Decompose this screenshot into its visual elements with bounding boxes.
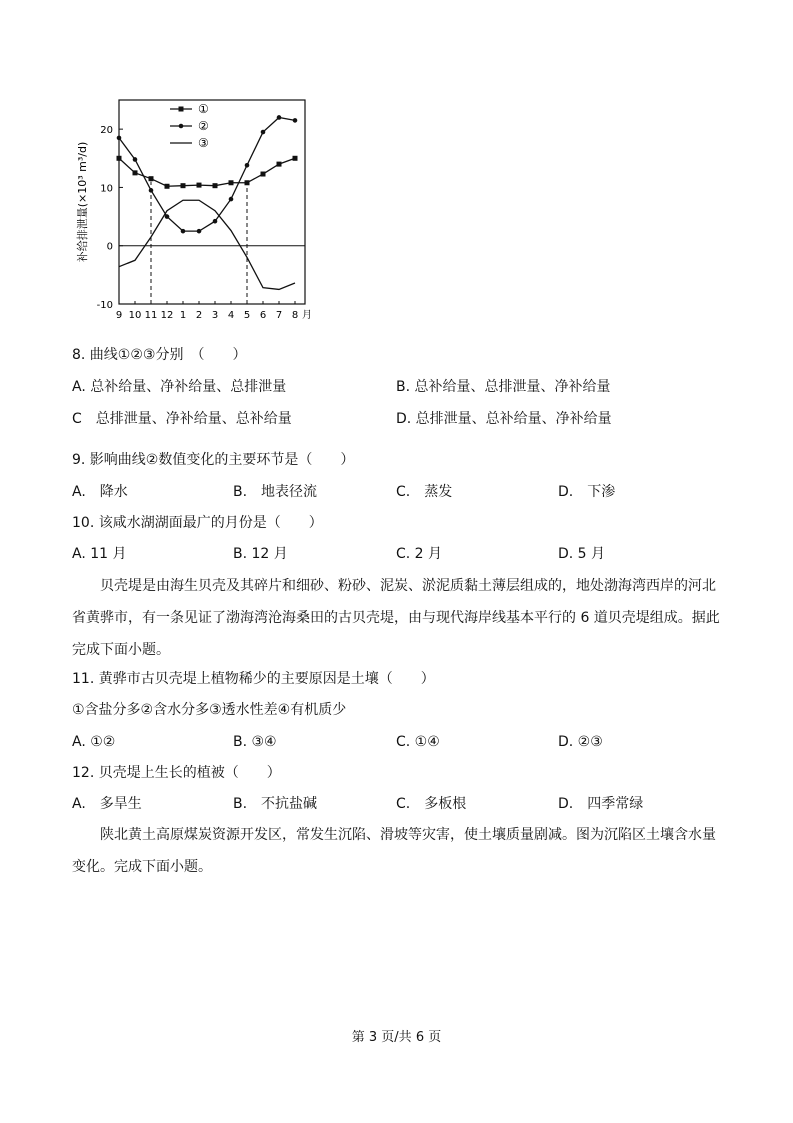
question-11-items: ①含盐分多②含水分多③透水性差④有机质少 (72, 702, 347, 718)
question-12-stem: 12. 贝壳堤上生长的植被（ ） (72, 765, 281, 781)
series-3-line (119, 200, 295, 289)
series-2-point (229, 197, 234, 202)
series-2-point (213, 219, 218, 224)
series-2-line (119, 117, 295, 231)
series-1-point (213, 183, 218, 188)
q12-option-a: A. 多旱生 (72, 796, 142, 812)
q12-option-c: C. 多板根 (396, 796, 467, 812)
question-8-stem: 8. 曲线①②③分别 （ ） (72, 347, 247, 363)
legend-label-2: ② (198, 119, 209, 133)
x-tick-label: 8 (291, 310, 299, 321)
q11-option-b: B. ③④ (233, 734, 277, 750)
q12-option-b: B. 不抗盐碱 (233, 796, 318, 812)
q9-option-a: A. 降水 (72, 484, 128, 500)
q9-option-b: B. 地表径流 (233, 484, 318, 500)
q8-option-d: D. 总排泄量、总补给量、净补给量 (396, 411, 612, 427)
q11-option-c: C. ①④ (396, 734, 440, 750)
series-2-point (133, 157, 138, 162)
series-1-point (229, 180, 234, 185)
x-tick-label: 11 (144, 310, 158, 321)
q10-option-c: C. 2 月 (396, 546, 443, 562)
x-tick-label: 3 (211, 310, 219, 321)
series-2-point (245, 163, 250, 168)
series-1-point (149, 176, 154, 181)
plot-frame (119, 100, 305, 304)
passage-shell-ridge: 贝壳堤是由海生贝壳及其碎片和细砂、粉砂、泥炭、淤泥质黏土薄层组成的，地处渤海湾西岸的河北省黄骅市，有一条见证了渤海湾沧海桑田的古贝壳堤，由与现代海岸线基本平行的 6 道贝壳堤组成。据此完成下面小题。 (72, 578, 720, 658)
series-2-point (197, 229, 202, 234)
y-tick-label: 0 (106, 241, 113, 253)
legend-marker-1 (179, 107, 184, 112)
series-2-point (149, 188, 154, 193)
q8-option-a: A. 总补给量、净补给量、总排泄量 (72, 379, 287, 395)
x-tick-label: 2 (195, 310, 203, 321)
x-tick-label: 1 (179, 310, 187, 321)
legend-marker-2 (179, 124, 184, 129)
question-9-stem: 9. 影响曲线②数值变化的主要环节是（ ） (72, 452, 355, 468)
passage-loess-plateau: 陕北黄土高原煤炭资源开发区，常发生沉陷、滑坡等灾害，使土壤质量剧减。图为沉陷区土壤含水量变化。完成下面小题。 (72, 827, 716, 875)
q10-option-b: B. 12 月 (233, 546, 288, 562)
legend-label-3: ③ (198, 136, 209, 150)
series-1-line (119, 158, 295, 186)
series-1-point (117, 156, 122, 161)
recharge-discharge-chart (70, 90, 315, 330)
q8-option-c: C 总排泄量、净补给量、总补给量 (72, 411, 292, 427)
series-1-point (165, 184, 170, 189)
series-2-point (293, 118, 298, 123)
q11-option-d: D. ②③ (558, 734, 603, 750)
legend-label-1: ① (198, 102, 209, 116)
q11-option-a: A. ①② (72, 734, 116, 750)
x-axis-label: 月 (302, 310, 312, 321)
series-1-point (197, 183, 202, 188)
series-1-point (277, 162, 282, 167)
y-tick-label: -10 (96, 300, 113, 311)
series-2-point (117, 136, 122, 141)
question-11-stem: 11. 黄骅市古贝壳堤上植物稀少的主要原因是土壤（ ） (72, 671, 435, 687)
series-2-point (165, 214, 170, 219)
question-10-stem: 10. 该咸水湖湖面最广的月份是（ ） (72, 515, 323, 531)
y-tick-label: 10 (100, 183, 113, 195)
series-1-point (261, 172, 266, 177)
q9-option-d: D. 下渗 (558, 484, 616, 500)
series-2-point (181, 229, 186, 234)
x-tick-label: 6 (259, 310, 267, 321)
series-2-point (261, 130, 266, 135)
x-tick-label: 5 (243, 310, 251, 321)
series-1-point (245, 180, 250, 185)
q10-option-a: A. 11 月 (72, 546, 127, 562)
x-tick-label: 7 (275, 310, 283, 321)
x-tick-label: 12 (160, 310, 174, 321)
q8-option-b: B. 总补给量、总排泄量、净补给量 (396, 379, 611, 395)
y-axis-label: 补给排泄量(×10³ m³/d) (76, 141, 89, 263)
series-1-point (181, 183, 186, 188)
q9-option-c: C. 蒸发 (396, 484, 453, 500)
y-tick-label: 20 (100, 125, 113, 137)
q12-option-d: D. 四季常绿 (558, 796, 644, 812)
q10-option-d: D. 5 月 (558, 546, 606, 562)
series-1-point (133, 170, 138, 175)
x-tick-label: 10 (128, 310, 142, 321)
series-1-point (293, 156, 298, 161)
series-2-point (277, 115, 282, 120)
x-tick-label: 9 (115, 310, 123, 321)
x-tick-label: 4 (227, 310, 235, 321)
page-footer: 第 3 页/共 6 页 (351, 1030, 442, 1045)
